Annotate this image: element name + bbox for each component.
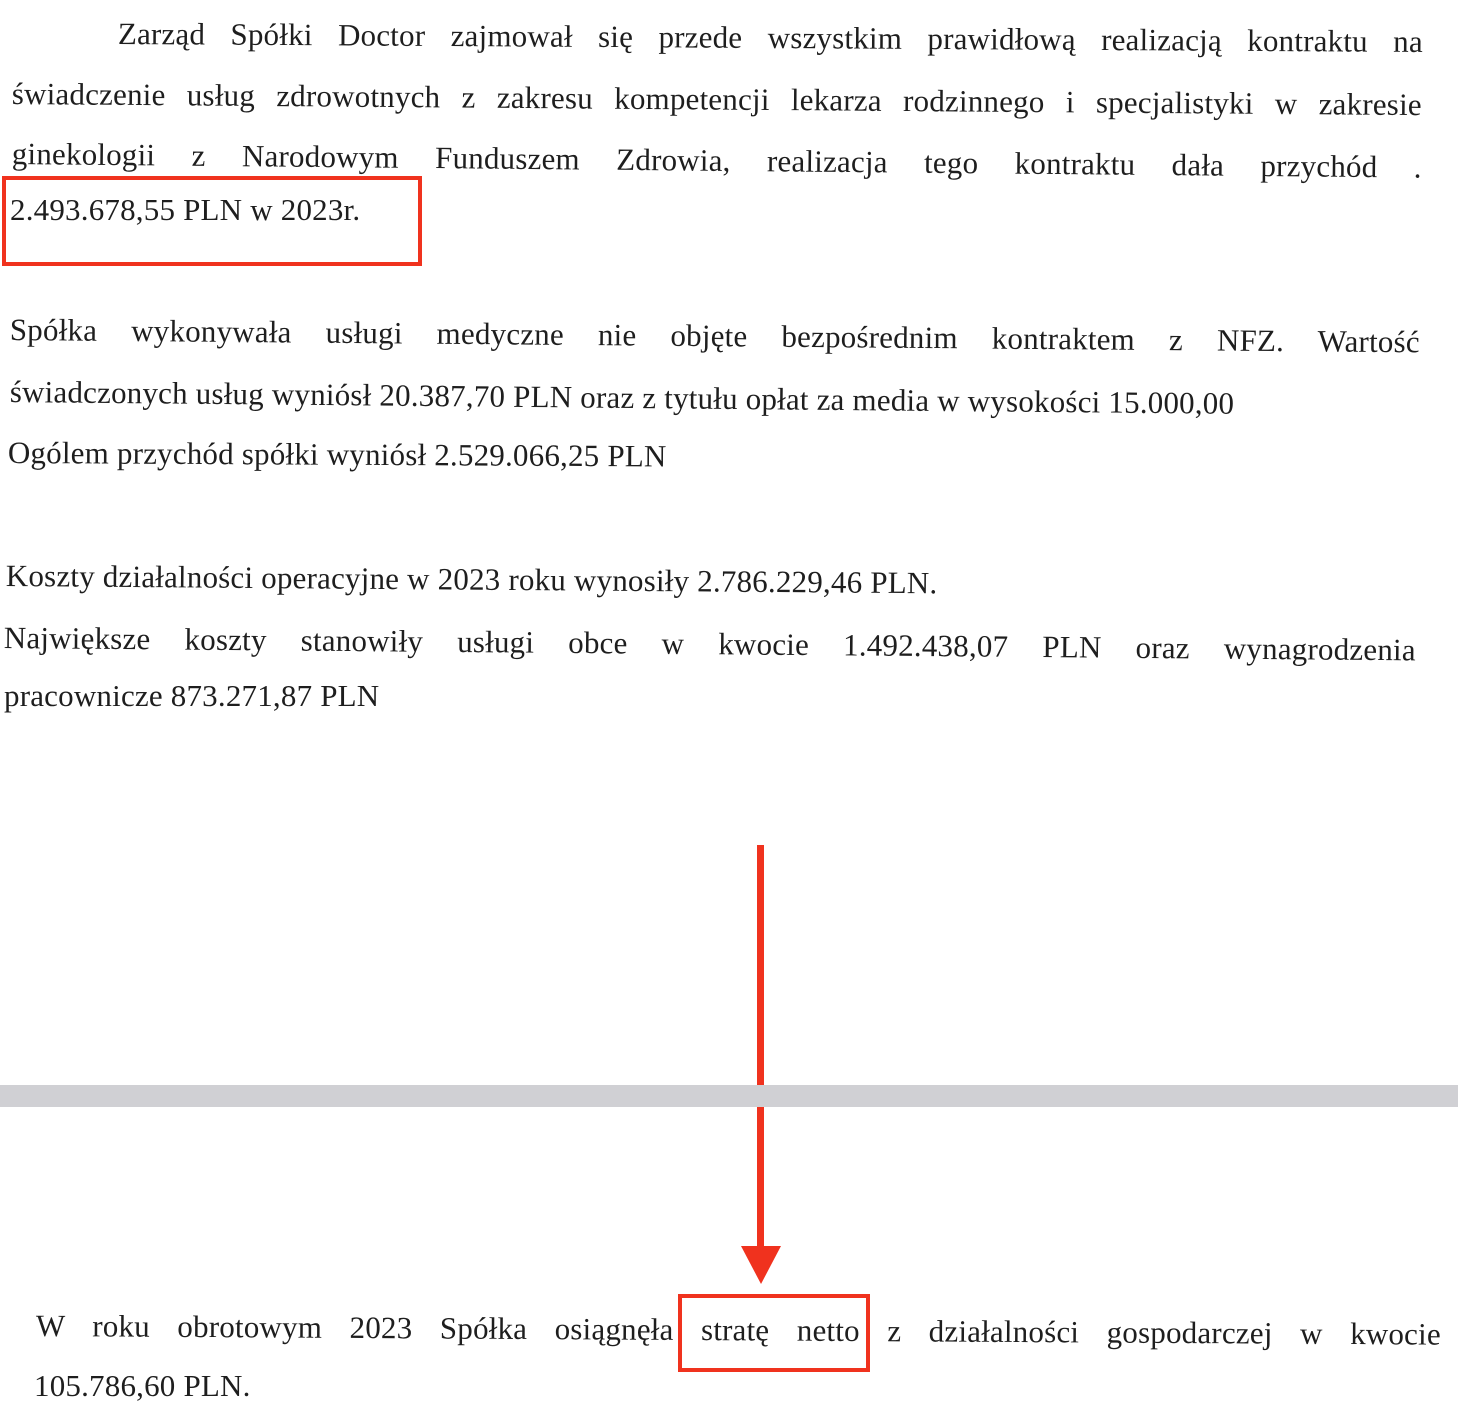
page-separator	[0, 1085, 1458, 1107]
revenue-amount-line: 2.493.678,55 PLN w 2023r.	[10, 192, 361, 227]
paragraph-4-line-1: W roku obrotowym 2023 Spółka osiągnęła stratę netto z działalności gospodarczej w kwocie	[35, 1308, 1441, 1352]
arrow-shaft	[757, 845, 764, 1250]
paragraph-1-line-1: Zarząd Spółki Doctor zajmował się przede wszystkim prawidłową realizacją kontraktu na	[117, 15, 1423, 59]
paragraph-3-line-1: Koszty działalności operacyjne w 2023 roku wynosiły 2.786.229,46 PLN.	[5, 557, 938, 601]
paragraph-2-line-2: świadczonych usług wyniósł 20.387,70 PLN oraz z tytułu opłat za media w wysokości 15.000,00	[9, 373, 1235, 421]
paragraph-1-line-2: świadczenie usług zdrowotnych z zakresu kompetencji lekarza rodzinnego i specjalistyki w zakresie	[11, 75, 1422, 123]
paragraph-1-line-3: ginekologii z Narodowym Funduszem Zdrowia, realizacja tego kontraktu dała przychód .	[11, 135, 1422, 185]
revenue-highlight-box	[2, 176, 422, 266]
arrow-down-icon	[741, 1246, 781, 1284]
paragraph-3-line-2: Największe koszty stanowiły usługi obce w kwocie 1.492.438,07 PLN oraz wynagrodzenia	[3, 619, 1416, 668]
paragraph-3-line-3: pracownicze 873.271,87 PLN	[4, 678, 380, 713]
paragraph-4-line-2: 105.786,60 PLN.	[34, 1368, 251, 1403]
paragraph-2-line-3: Ogólem przychód spółki wyniósł 2.529.066,25 PLN	[7, 434, 667, 474]
paragraph-2-line-1: Spółka wykonywała usługi medyczne nie objęte bezpośrednim kontraktem z NFZ. Wartość	[9, 311, 1420, 360]
net-loss-highlight-box	[678, 1294, 870, 1372]
